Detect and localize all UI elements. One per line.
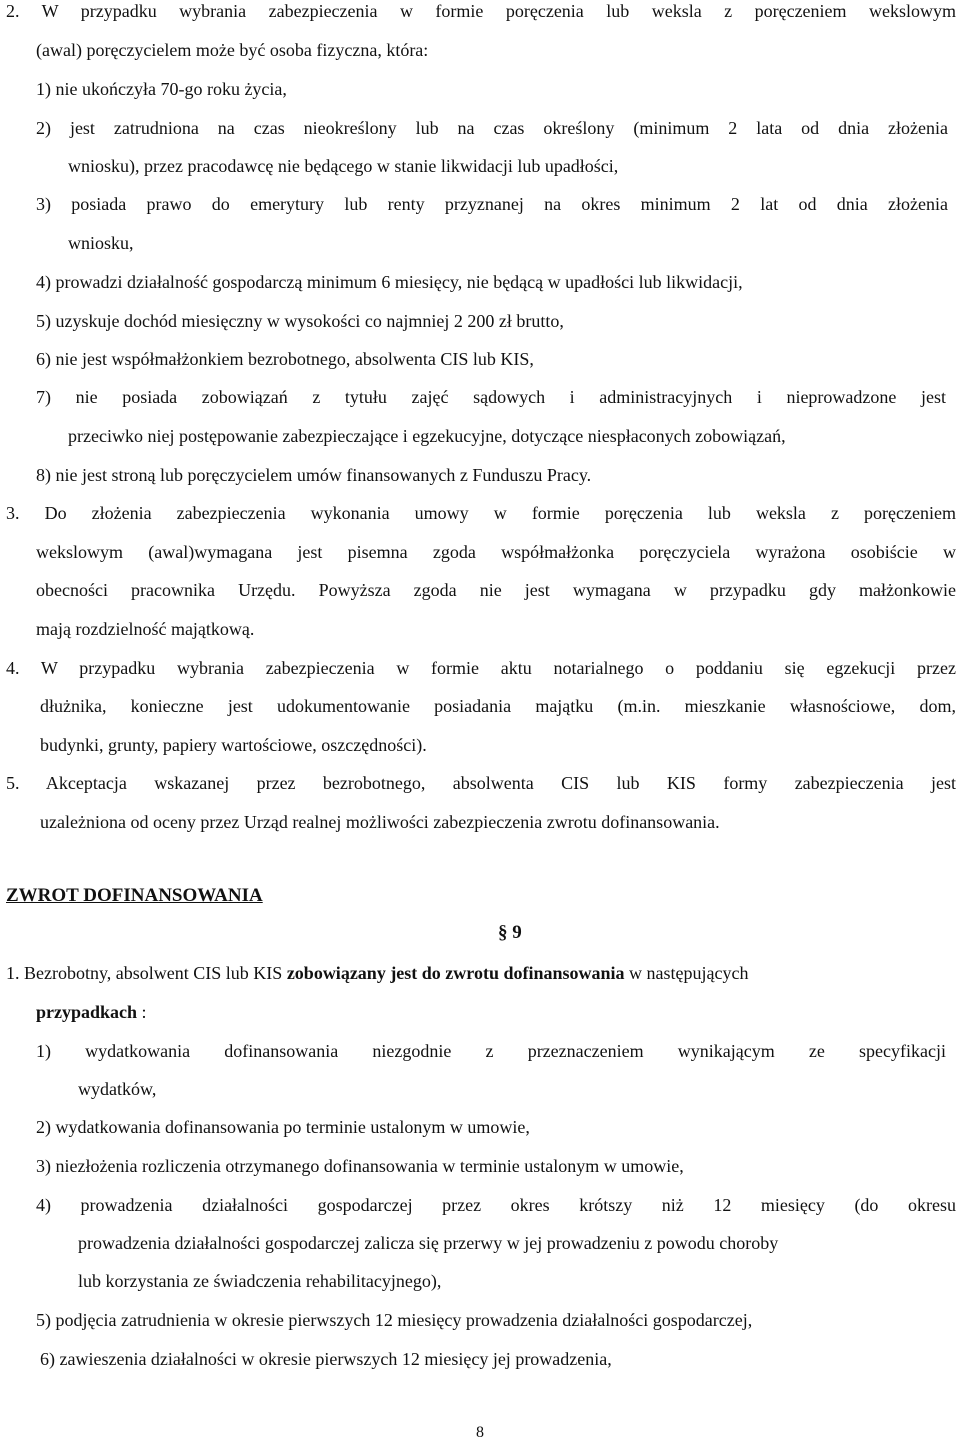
p1-number: 1. (6, 963, 20, 983)
s3-line-4: mają rozdzielność majątkową. (36, 619, 255, 639)
p1-line-1 (6, 962, 748, 984)
s4-line-2: dłużnika, konieczne jest udokumentowanie posiadania majątku (m.in. mieszkanie własnościowe, dom, (40, 696, 956, 716)
s2-line-1: 2. W przypadku wybrania zabezpieczenia w formie poręczenia lub weksla z poręczeniem wekslowym (6, 1, 956, 21)
s2-item-7a: 7) nie posiada zobowiązań z tytułu zajęć sądowych i administracyjnych i nieprowadzone jest (36, 387, 946, 407)
s2-item-8: 8) nie jest stroną lub poręczycielem umów finansowanych z Funduszu Pracy. (36, 465, 592, 485)
item-4a: 4) prowadzenia działalności gospodarczej przez okres krótszy niż 12 miesięcy (do okresu (36, 1195, 956, 1215)
item-1a: 1) wydatkowania dofinansowania niezgodnie z przeznaczeniem wynikającym ze specyfikacji (36, 1041, 946, 1061)
s3-line-2: wekslowym (awal)wymagana jest pisemna zgoda współmałżonka poręczyciela wyrażona osobiście w (36, 542, 956, 562)
s4-line-1: 4. W przypadku wybrania zabezpieczenia w formie aktu notarialnego o poddaniu się egzekucji przez (6, 658, 956, 678)
p1-text-bold-2: przypadkach (36, 1002, 138, 1022)
s2-item-2b: wniosku), przez pracodawcę nie będącego w stanie likwidacji lub upadłości, (68, 156, 619, 176)
s2-item-5: 5) uzyskuje dochód miesięczny w wysokości co najmniej 2 200 zł brutto, (36, 311, 564, 331)
section-heading: ZWROT DOFINANSOWANIA (6, 885, 263, 906)
s2-item-1: 1) nie ukończyła 70-go roku życia, (36, 79, 287, 99)
s5-line-1: 5. Akceptacja wskazanej przez bezrobotnego, absolwenta CIS lub KIS formy zabezpieczenia jest (6, 773, 956, 793)
item-1b: wydatków, (78, 1079, 157, 1099)
s2-item-3b: wniosku, (68, 233, 134, 253)
s5-line-2: uzależniona od oceny przez Urząd realnej możliwości zabezpieczenia zwrotu dofinansowania. (40, 812, 720, 832)
item-6: 6) zawieszenia działalności w okresie pierwszych 12 miesięcy jej prowadzenia, (40, 1349, 612, 1369)
item-5: 5) podjęcia zatrudnienia w okresie pierwszych 12 miesięcy prowadzenia działalności gospodarczej, (36, 1310, 753, 1330)
s4-line-3: budynki, grunty, papiery wartościowe, oszczędności). (40, 735, 427, 755)
item-3: 3) niezłożenia rozliczenia otrzymanego dofinansowania w terminie ustalonym w umowie, (36, 1156, 684, 1176)
p1-text-colon: : (141, 1002, 147, 1022)
s2-item-3a: 3) posiada prawo do emerytury lub renty przyznanej na okres minimum 2 lat od dnia złożenia (36, 194, 948, 214)
item-4b: prowadzenia działalności gospodarczej zalicza się przerwy w jej prowadzeniu z powodu choroby (78, 1233, 779, 1253)
s2-item-4: 4) prowadzi działalność gospodarczą minimum 6 miesięcy, nie będącą w upadłości lub likwidacji, (36, 272, 743, 292)
s2-line-2: (awal) poręczycielem może być osoba fizyczna, która: (36, 40, 429, 60)
p1-text-a: Bezrobotny, absolwent CIS lub KIS (24, 963, 283, 983)
p1-text-c: w następujących (629, 963, 749, 983)
item-4c: lub korzystania ze świadczenia rehabilitacyjnego), (78, 1271, 442, 1291)
p1-text-bold: zobowiązany jest do zwrotu dofinansowania (286, 963, 625, 983)
p1-line-2 (36, 1001, 147, 1023)
item-2: 2) wydatkowania dofinansowania po terminie ustalonym w umowie, (36, 1117, 530, 1137)
page-number: 8 (476, 1424, 484, 1441)
paragraph-number: § 9 (498, 922, 522, 943)
s3-line-1: 3. Do złożenia zabezpieczenia wykonania umowy w formie poręczenia lub weksla z poręczeniem (6, 503, 956, 523)
s2-item-6: 6) nie jest współmałżonkiem bezrobotnego, absolwenta CIS lub KIS, (36, 349, 534, 369)
s2-item-2a: 2) jest zatrudniona na czas nieokreślony lub na czas określony (minimum 2 lata od dnia złożenia (36, 118, 948, 138)
s3-line-3: obecności pracownika Urzędu. Powyższa zgoda nie jest wymagana w przypadku gdy małżonkowie (36, 580, 956, 600)
s2-item-7b: przeciwko niej postępowanie zabezpieczające i egzekucyjne, dotyczące niespłaconych zobowiązań, (68, 426, 786, 446)
